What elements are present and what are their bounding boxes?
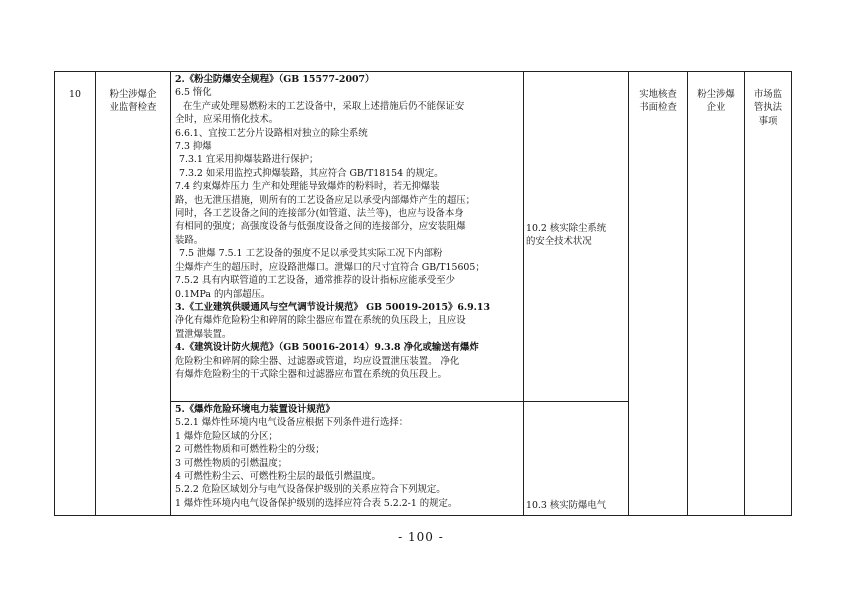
inspection-method-line: 书面检查: [639, 102, 677, 114]
inspection-content-cell: [524, 402, 629, 516]
basis-line: 7.4 约束爆炸压力 生产和处理能导致爆炸的粉料时，若无抑爆装: [175, 181, 440, 193]
row-number-text: 10: [69, 89, 81, 100]
basis-line: 路，也无泄压措施，则所有的工艺设备应足以承受内部爆炸产生的超压；: [175, 194, 476, 206]
basis-line: 5.2.2 危险区域划分与电气设备保护级别的关系应符合下列规定。: [175, 484, 446, 496]
basis-line: 有爆炸危险粉尘的干式除尘器和过滤器应布置在系统的负压段上。: [175, 368, 447, 380]
basis-line: 1 爆炸危险区域的分区；: [175, 430, 278, 442]
basis-line: 6.5 惰化: [175, 87, 212, 99]
basis-line: 2 可燃性物质和可燃性粉尘的分级；: [175, 444, 325, 456]
inspection-table: [54, 71, 792, 516]
inspection-content-line: 10.2 核实除尘系统: [526, 223, 607, 234]
matter-type: [745, 72, 792, 516]
inspection-object-line: 粉尘涉爆: [697, 89, 735, 100]
inspection-item-line: 粉尘涉爆企: [109, 89, 157, 100]
basis-line: 置泄爆装置。: [175, 328, 232, 340]
basis-line: 同时，各工艺设备之间的连接部分(如管道、法兰等)，也应与设备本身: [175, 208, 464, 220]
basis-line: 7.5 泄爆 7.5.1 工艺设备的强度不足以承受其实际工况下内部粉: [179, 248, 443, 260]
basis-line: 有相同的强度；高强度设备与低强度设备之间的连接部分，应安装阻爆: [175, 221, 466, 233]
matter-type-line: 管执法: [753, 102, 783, 114]
basis-line: 全时，应采用惰化技术。: [175, 114, 279, 126]
row-number: [55, 72, 96, 516]
basis-line: 净化有爆炸危险粉尘和碎屑的除尘器应布置在系统的负压段上，且应设: [175, 315, 466, 327]
basis-line: 危险粉尘和碎屑的除尘器、过滤器或管道，均应设置泄压装置。 净化: [175, 355, 460, 367]
basis-line: 7.3.1 宜采用抑爆装路进行保护；: [179, 154, 319, 166]
basis-line: 尘爆炸产生的超压时，应设路泄爆口。泄爆口的尺寸宜符合 GB/T15605；: [175, 261, 485, 273]
inspection-method: [629, 72, 688, 516]
basis-heading: 3.《工业建筑供暖通风与空气调节设计规范》 GB 50019-2015》6.9.13: [175, 301, 490, 313]
inspection-content-cell: [524, 72, 629, 402]
inspection-basis-cell: [171, 402, 524, 516]
table-row: [55, 72, 792, 402]
inspection-basis-cell: [171, 72, 524, 402]
inspection-content-line: 的安全技术状况: [526, 236, 592, 248]
inspection-content-line: 10.3 核实防爆电气: [526, 500, 607, 511]
page-number: - 100 -: [398, 530, 444, 544]
basis-line: 1 爆炸性环境内电气设备保护级别的选择应符合表 5.2.2-1 的规定。: [175, 497, 458, 509]
basis-line: 7.3.2 如采用监控式抑爆装路，其应符合 GB/T18154 的规定。: [179, 167, 444, 179]
matter-type-line: 事项: [758, 115, 778, 127]
basis-heading: 5.《爆炸危险环境电力装置设计规范》: [175, 404, 335, 415]
basis-line: 4 可燃性粉尘云、可燃性粉尘层的最低引燃温度。: [175, 471, 381, 483]
inspection-method-line: 实地核查: [639, 89, 677, 100]
basis-line: 0.1MPa 的内部超压。: [175, 288, 271, 300]
basis-line: 7.5.2 具有内联管道的工艺设备，通常推荐的设计指标应能承受至少: [175, 275, 455, 287]
inspection-item-line: 业监督检查: [109, 102, 157, 114]
inspection-object-line: 企业: [706, 102, 726, 114]
basis-line: 在生产或处理易燃粉末的工艺设备中，采取上述措施后仍不能保证安: [183, 100, 465, 112]
basis-heading: 2.《粉尘防爆安全规程》（GB 15577-2007）: [175, 74, 375, 85]
inspection-object: [688, 72, 745, 516]
basis-line: 6.6.1、宜按工艺分片设路相对独立的除尘系统: [175, 127, 368, 139]
basis-heading: 4.《建筑设计防火规范》（GB 50016-2014）9.3.8 净化或输送有爆炸: [175, 342, 479, 354]
basis-line: 装路。: [175, 234, 204, 246]
basis-line: 5.2.1 爆炸性环境内电气设备应根据下列条件进行选择：: [175, 417, 409, 429]
basis-line: 3 可燃性物质的引燃温度；: [175, 457, 288, 469]
inspection-item: [96, 72, 171, 516]
matter-type-line: 市场监: [753, 89, 783, 100]
basis-line: 7.3 抑爆: [175, 141, 212, 153]
